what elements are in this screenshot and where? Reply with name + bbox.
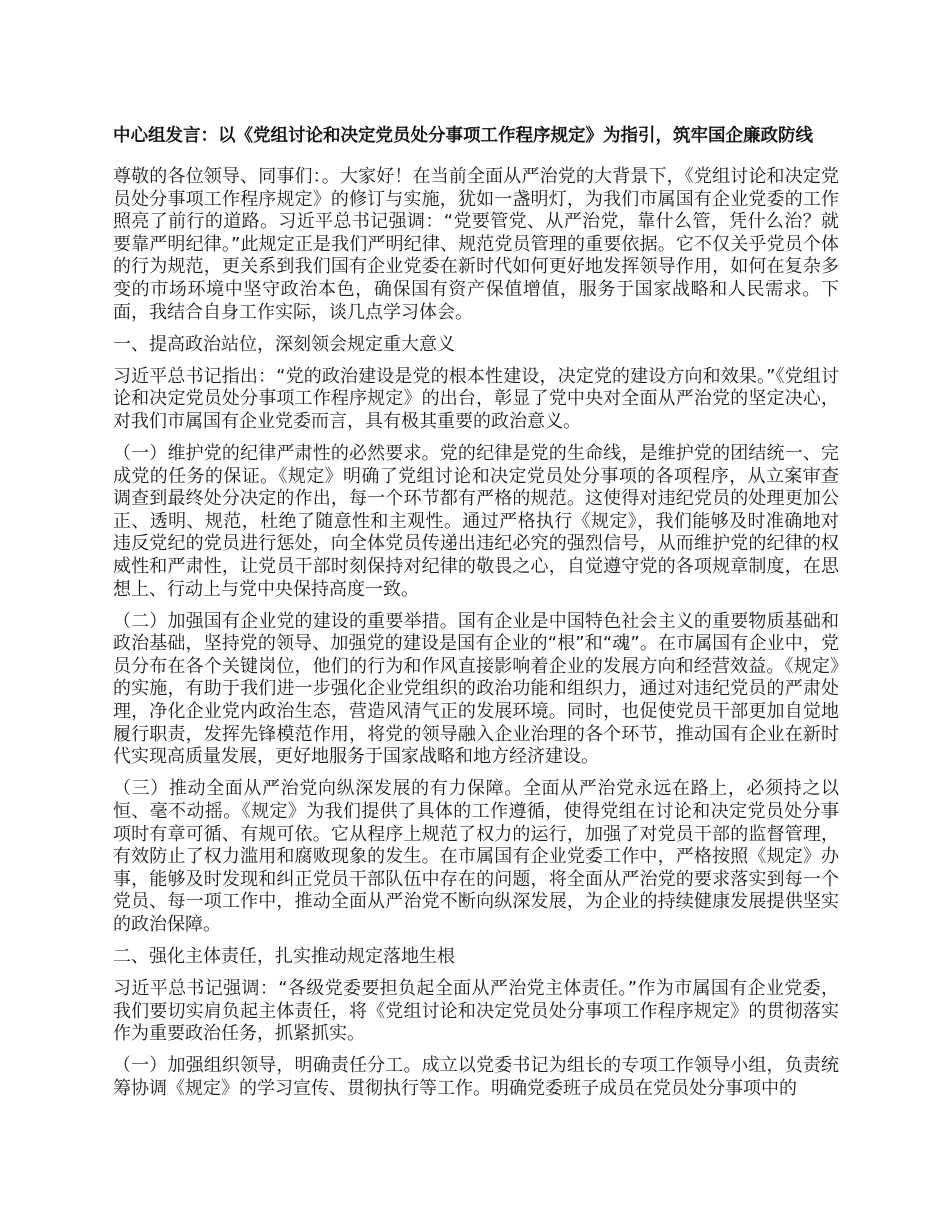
paragraph: 尊敬的各位领导、同事们：。大家好！在当前全面从严治党的大背景下，《党组讨论和决定党员处分事项工作程序规定》的修订与实施，犹如一盏明灯，为我们市属国有企业党委的工作照亮了前行的道路。习近平总书记强调：“党要管党、从严治党，靠什么管，凭什么治？就要靠严明纪律。”此规定正是我们严明纪律、规范党员管理的重要依据。它不仅关乎党员个体的行为规范，更关系到我们国有企业党委在新时代如何更好地发挥领导作用，如何在复杂多变的市场环境中坚守政治本色，确保国有资产保值增值，服务于国家战略和人民需求。下面，我结合自身工作实际，谈几点学习体会。 (113, 166, 839, 323)
document-title: 中心组发言：以《党组讨论和决定党员处分事项工作程序规定》为指引，筑牢国企廉政防线 (113, 126, 813, 146)
paragraph: 习近平总书记强调：“各级党委要担负起全面从严治党主体责任。”作为市属国有企业党委，我们要切实肩负起主体责任，将《党组讨论和决定党员处分事项工作程序规定》的贯彻落实作为重要政治任务，抓紧抓实。 (113, 978, 839, 1045)
paragraph: （一）加强组织领导，明确责任分工。成立以党委书记为组长的专项工作领导小组，负责统筹协调《规定》的学习宣传、贯彻执行等工作。明确党委班子成员在党员处分事项中的 (113, 1055, 839, 1099)
paragraph: （二）加强国有企业党的建设的重要举措。国有企业是中国特色社会主义的重要物质基础和政治基础，坚持党的领导、加强党的建设是国有企业的“根”和“魂”。在市属国有企业中，党员分布在各个关键岗位，他们的行为和作风直接影响着企业的发展方向和经营效益。《规定》的实施，有助于我们进一步强化企业党组织的政治功能和组织力，通过对违纪党员的严肃处理，净化企业党内政治生态，营造风清气正的发展环境。同时，也促使党员干部更加自觉地履行职责，发挥先锋模范作用，将党的领导融入企业治理的各个环节，推动国有企业在新时代实现高质量发展，更好地服务于国家战略和地方经济建设。 (113, 610, 839, 768)
paragraph: 习近平总书记指出：“党的政治建设是党的根本性建设，决定党的建设方向和效果。”《党组讨论和决定党员处分事项工作程序规定》的出台，彰显了党中央对全面从严治党的坚定决心，对我们市属国有企业党委而言，具有极其重要的政治意义。 (113, 365, 839, 432)
document-page (113, 125, 839, 1110)
document-body (113, 166, 839, 1101)
section-heading: 二、强化主体责任，扎实推动规定落地生根 (113, 946, 455, 967)
paragraph: （一）维护党的纪律严肃性的必然要求。党的纪律是党的生命线，是维护党的团结统一、完成党的任务的保证。《规定》明确了党组讨论和决定党员处分事项的各项程序，从立案审查调查到最终处分决定的作出，每一个环节都有严格的规范。这使得对违纪党员的处理更加公正、透明、规范，杜绝了随意性和主观性。通过严格执行《规定》，我们能够及时准确地对违反党纪的党员进行惩处，向全体党员传递出违纪必究的强烈信号，从而维护党的纪律的权威性和严肃性，让党员干部时刻保持对纪律的敬畏之心，自觉遵守党的各项规章制度，在思想上、行动上与党中央保持高度一致。 (113, 443, 839, 600)
paragraph: （三）推动全面从严治党向纵深发展的有力保障。全面从严治党永远在路上，必须持之以恒、毫不动摇。《规定》为我们提供了具体的工作遵循，使得党组在讨论和决定党员处分事项时有章可循、有规可依。它从程序上规范了权力的运行，加强了对党员干部的监督管理，有效防止了权力滥用和腐败现象的发生。在市属国有企业党委工作中，严格按照《规定》办事，能够及时发现和纠正党员干部队伍中存在的问题，将全面从严治党的要求落实到每一个党员、每一项工作中，推动全面从严治党不断向纵深发展，为企业的持续健康发展提供坚实的政治保障。 (113, 778, 839, 935)
section-heading: 一、提高政治站位，深刻领会规定重大意义 (113, 333, 455, 355)
